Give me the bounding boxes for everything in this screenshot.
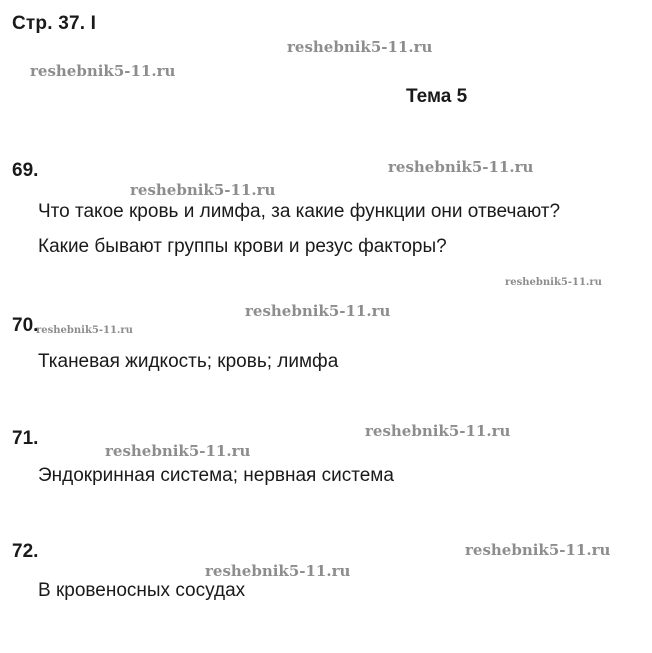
watermark: reshebnik5-11.ru xyxy=(465,541,611,559)
watermark: reshebnik5-11.ru xyxy=(105,442,251,460)
watermark: reshebnik5-11.ru xyxy=(388,158,534,176)
task-71-line-1: Эндокринная система; нервная система xyxy=(38,465,394,486)
task-69-line-1: Что такое кровь и лимфа, за какие функции они отвечают? xyxy=(38,201,561,222)
watermark: reshebnik5-11.ru xyxy=(365,422,511,440)
watermark: reshebnik5-11.ru xyxy=(505,277,602,288)
task-number-69: 69. xyxy=(12,160,39,181)
watermark: reshebnik5-11.ru xyxy=(245,302,391,320)
task-number-71: 71. xyxy=(12,428,39,449)
watermark: reshebnik5-11.ru xyxy=(36,325,133,336)
topic-title: Тема 5 xyxy=(406,86,468,107)
watermark: reshebnik5-11.ru xyxy=(30,62,176,80)
task-number-72: 72. xyxy=(12,541,39,562)
page-header: Стр. 37. I xyxy=(12,13,97,34)
task-72-line-1: В кровеносных сосудах xyxy=(38,580,246,601)
watermark: reshebnik5-11.ru xyxy=(287,38,433,56)
watermark: reshebnik5-11.ru xyxy=(205,562,351,580)
task-70-line-1: Тканевая жидкость; кровь; лимфа xyxy=(38,351,339,372)
task-69-line-2: Какие бывают группы крови и резус факторы? xyxy=(38,236,447,257)
watermark: reshebnik5-11.ru xyxy=(130,181,276,199)
task-number-70: 70. xyxy=(12,315,39,336)
